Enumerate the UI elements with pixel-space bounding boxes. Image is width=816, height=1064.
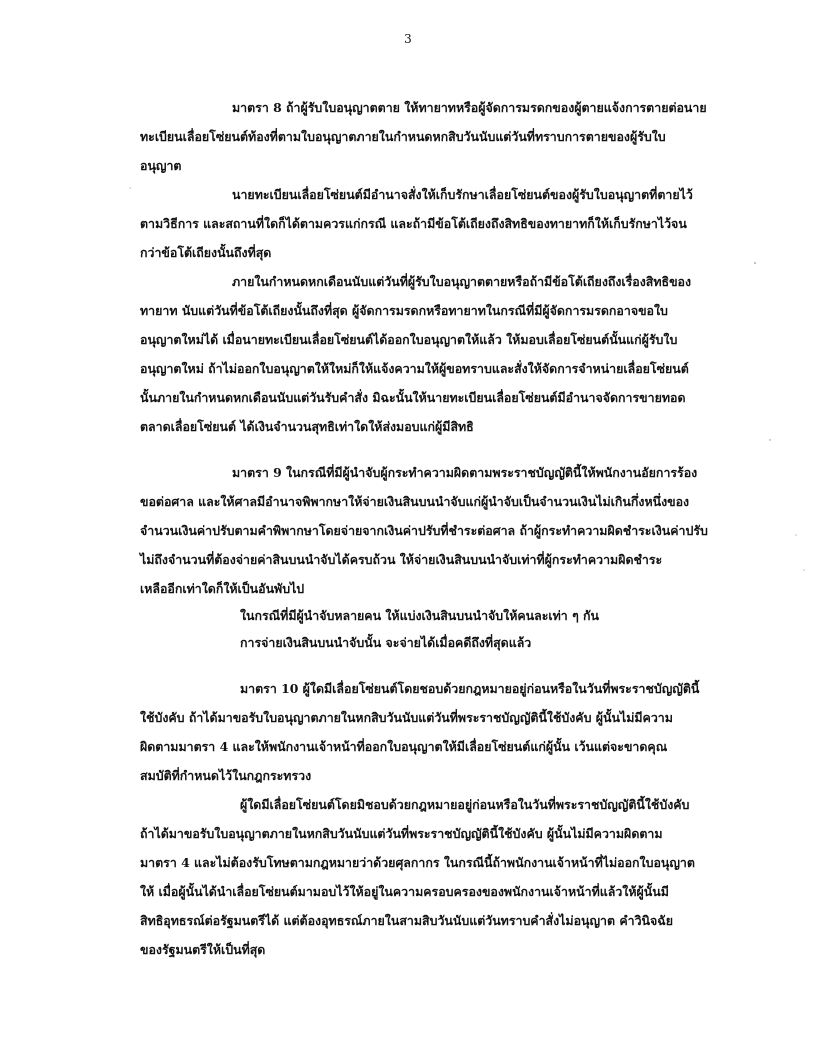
text-line: จำนวนเงินค่าปรับตามคำพิพากษาโดยจ่ายจากเงินค่าปรับที่ชำระต่อศาล ถ้าผู้กระทำความผิดชำระเงินค่าปรับ	[140, 523, 708, 538]
text-line: สิทธิอุทธรณ์ต่อรัฐมนตรีได้ แต่ต้องอุทธรณ์ภายในสามสิบวันนับแต่วันทราบคำสั่งไม่อนุญาต คำวินิจฉัย	[140, 913, 673, 928]
text-line: การจ่ายเงินสินบนนำจับนั้น จะจ่ายได้เมื่อคดีถึงที่สุดแล้ว	[240, 635, 532, 650]
text-line: นายทะเบียนเลื่อยโซ่ยนต์มีอำนาจสั่งให้เก็บรักษาเลื่อยโซ่ยนต์ของผู้รับใบอนุญาตที่ตายไว้	[232, 187, 693, 202]
text-line: ในกรณีที่มีผู้นำจับหลายคน ให้แบ่งเงินสินบนนำจับให้คนละเท่า ๆ กัน	[240, 608, 600, 623]
page-number: 3	[404, 32, 412, 46]
text-line: ตามวิธีการ และสถานที่ใดก็ได้ตามควรแก่กรณี และถ้ามีข้อโต้เถียงถึงสิทธิของทายาทก็ให้เก็บรักษาไว้จน	[140, 216, 687, 231]
text-line: อนุญาตใหม่ได้ เมื่อนายทะเบียนเลื่อยโซ่ยนต์ได้ออกใบอนุญาตให้แล้ว ให้มอบเลื่อยโซ่ยนต์นั้นแก่ผู้รับใบ	[140, 332, 678, 347]
text-line: ไม่ถึงจำนวนที่ต้องจ่ายค่าสินบนนำจับได้ครบถ้วน ให้จ่ายเงินสินบนนำจับเท่าที่ผู้กระทำความผิดชำระ	[140, 552, 663, 567]
text-line: ใช้บังคับ ถ้าได้มาขอรับใบอนุญาตภายในหกสิบวันนับแต่วันที่พระราชบัญญัตินี้ใช้บังคับ ผู้นั้นไม่มีความ	[140, 710, 673, 725]
text-line: ให้ เมื่อผู้นั้นได้นำเลื่อยโซ่ยนต์มามอบไว้ให้อยู่ในความครอบครองของพนักงานเจ้าหน้าที่แล้วให้ผู้นั้นมี	[140, 884, 669, 899]
text-line: มาตรา 8 ถ้าผู้รับใบอนุญาตตาย ให้ทายาทหรือผู้จัดการมรดกของผู้ตายแจ้งการตายต่อนาย	[232, 100, 707, 115]
text-line: มาตรา 10 ผู้ใดมีเลื่อยโซ่ยนต์โดยชอบด้วยกฎหมายอยู่ก่อนหรือในวันที่พระราชบัญญัตินี้	[240, 681, 700, 696]
text-line: ทายาท นับแต่วันที่ข้อโต้เถียงนั้นถึงที่สุด ผู้จัดการมรดกหรือทายาทในกรณีที่มีผู้จัดการมรดกอาจขอใบ	[140, 303, 668, 318]
text-line: สมบัติที่กำหนดไว้ในกฎกระทรวง	[140, 768, 312, 783]
text-line: นั้นภายในกำหนดหกเดือนนับแต่วันรับคำสั่ง มิฉะนั้นให้นายทะเบียนเลื่อยโซ่ยนต์มีอำนาจจัดการขายทอด	[140, 390, 686, 405]
text-line: มาตรา 9 ในกรณีที่มีผู้นำจับผู้กระทำความผิดตามพระราชบัญญัตินี้ให้พนักงานอัยการร้อง	[232, 465, 698, 480]
text-line: อนุญาตใหม่ ถ้าไม่ออกใบอนุญาตให้ใหม่ก็ให้แจ้งความให้ผู้ขอทราบและสั่งให้จัดการจำหน่ายเลื่อยโซ่ยนต์	[140, 361, 689, 376]
text-line: ผิดตามมาตรา 4 และให้พนักงานเจ้าหน้าที่ออกใบอนุญาตให้มีเลื่อยโซ่ยนต์แก่ผู้นั้น เว้นแต่จะขาดคุณ	[140, 739, 668, 754]
text-line: ภายในกำหนดหกเดือนนับแต่วันที่ผู้รับใบอนุญาตตายหรือถ้ามีข้อโต้เถียงถึงเรื่องสิทธิของ	[232, 274, 692, 289]
text-line: อนุญาต	[140, 158, 182, 173]
text-line: เหลืออีกเท่าใดก็ให้เป็นอันพับไป	[140, 581, 305, 596]
text-line: ถ้าได้มาขอรับใบอนุญาตภายในหกสิบวันนับแต่วันที่พระราชบัญญัตินี้ใช้บังคับ ผู้นั้นไม่มีความผิดตาม	[140, 826, 663, 841]
text-line: ตลาดเลื่อยโซ่ยนต์ ได้เงินจำนวนสุทธิเท่าใดให้ส่งมอบแก่ผู้มีสิทธิ	[140, 419, 474, 434]
text-line: ผู้ใดมีเลื่อยโซ่ยนต์โดยมิชอบด้วยกฎหมายอยู่ก่อนหรือในวันที่พระราชบัญญัตินี้ใช้บังคับ	[240, 797, 690, 812]
text-line: ทะเบียนเลื่อยโซ่ยนต์ท้องที่ตามใบอนุญาตภายในกำหนดหกสิบวันนับแต่วันที่ทราบการตายของผู้รับใบ	[140, 129, 666, 144]
text-line: กว่าข้อโต้เถียงนั้นถึงที่สุด	[140, 245, 272, 260]
text-line: ของรัฐมนตรีให้เป็นที่สุด	[140, 942, 266, 957]
text-line: ขอต่อศาล และให้ศาลมีอำนาจพิพากษาให้จ่ายเงินสินบนนำจับแก่ผู้นำจับเป็นจำนวนเงินไม่เกินกึ่งหนึ่งของ	[140, 494, 690, 509]
text-line: มาตรา 4 และไม่ต้องรับโทษตามกฎหมายว่าด้วยศุลกากร ในกรณีนี้ถ้าพนักงานเจ้าหน้าที่ไม่ออกใบอนุญาต	[140, 855, 695, 870]
